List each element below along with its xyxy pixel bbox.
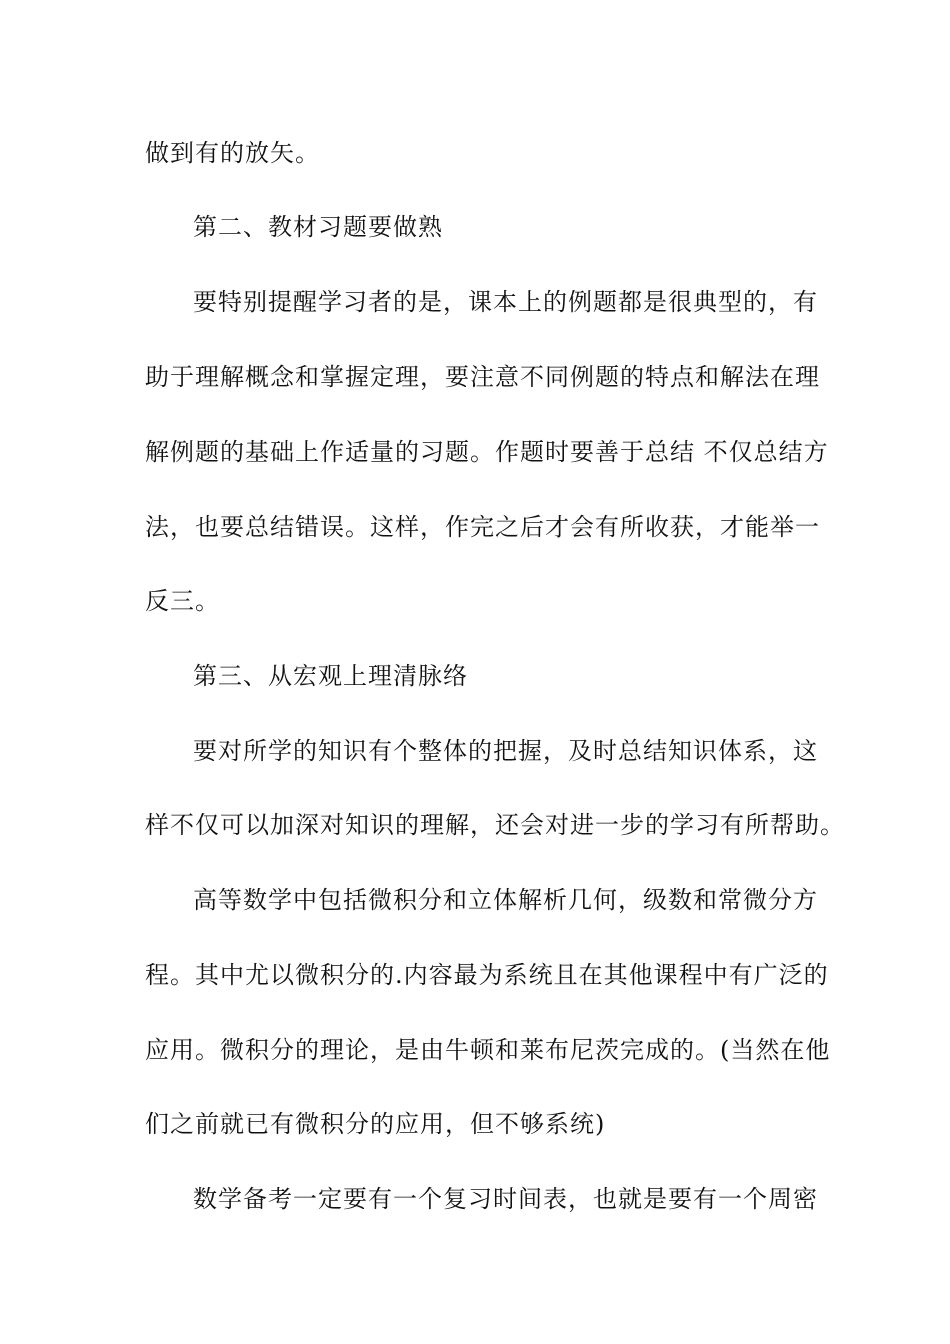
- paragraph-line: 反三。: [145, 587, 220, 615]
- paragraph-line: 应用。微积分的理论，是由牛顿和莱布尼茨完成的。(当然在他: [145, 1036, 831, 1064]
- paragraph-line: 助于理解概念和掌握定理，要注意不同例题的特点和解法在理: [145, 363, 820, 391]
- section-heading: 第二、教材习题要做熟: [193, 213, 443, 241]
- paragraph-line: 数学备考一定要有一个复习时间表，也就是要有一个周密: [193, 1185, 818, 1213]
- paragraph-line: 高等数学中包括微积分和立体解析几何，级数和常微分方: [193, 886, 818, 914]
- section-heading: 第三、从宏观上理清脉络: [193, 662, 468, 690]
- paragraph-line: 程。其中尤以微积分的.内容最为系统且在其他课程中有广泛的: [145, 961, 829, 989]
- paragraph-line: 样不仅可以加深对知识的理解，还会对进一步的学习有所帮助。: [145, 811, 845, 839]
- paragraph-line: 做到有的放矢。: [145, 139, 320, 167]
- paragraph-line: 法，也要总结错误。这样，作完之后才会有所收获，才能举一: [145, 513, 820, 541]
- paragraph-line: 要对所学的知识有个整体的把握，及时总结知识体系，这: [193, 737, 818, 765]
- paragraph-line: 要特别提醒学习者的是，课本上的例题都是很典型的，有: [193, 288, 818, 316]
- paragraph-line: 们之前就已有微积分的应用，但不够系统): [145, 1110, 606, 1138]
- paragraph-line: 解例题的基础上作适量的习题。作题时要善于总结 不仅总结方: [145, 438, 829, 466]
